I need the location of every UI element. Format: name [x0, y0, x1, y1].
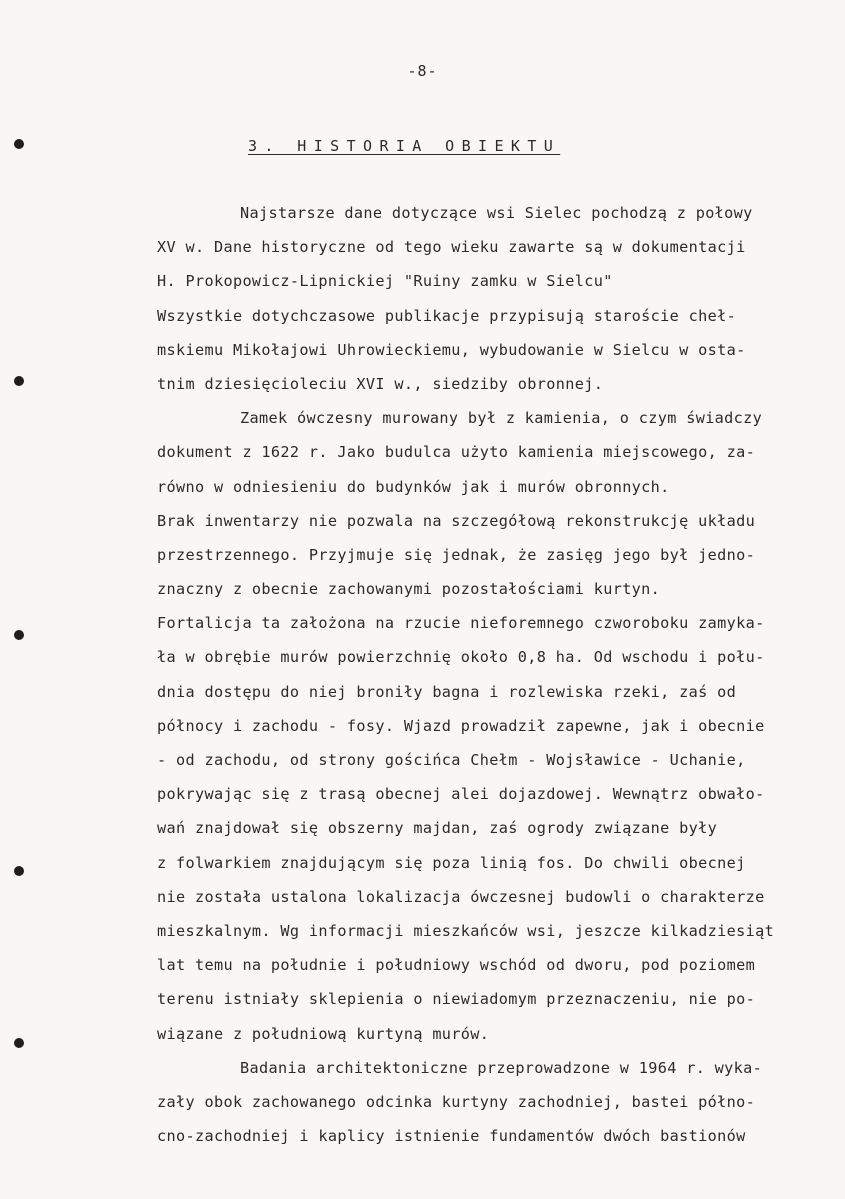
- text-line: Fortalicja ta założona na rzucie nieforemnego czworoboku zamyka-: [157, 614, 765, 633]
- text-line: dnia dostępu do niej broniły bagna i rozlewiska rzeki, zaś od: [157, 682, 737, 701]
- text-line: równo w odniesieniu do budynków jak i murów obronnych.: [157, 477, 670, 496]
- text-line: ła w obrębie murów powierzchnię około 0,8 ha. Od wschodu i połu-: [157, 648, 765, 667]
- text-line: mskiemu Mikołajowi Uhrowieckiemu, wybudowanie w Sielcu w osta-: [157, 340, 746, 359]
- text-line: tnim dziesięcioleciu XVI w., siedziby obronnej.: [157, 374, 604, 393]
- punch-hole-mark: [14, 630, 24, 640]
- text-line: pokrywając się z trasą obecnej alei dojazdowej. Wewnątrz obwało-: [157, 785, 765, 804]
- text-line: wań znajdował się obszerny majdan, zaś ogrody związane były: [157, 819, 718, 838]
- text-line: cno-zachodniej i kaplicy istnienie fundamentów dwóch bastionów: [157, 1127, 746, 1146]
- punch-hole-mark: [14, 1038, 24, 1048]
- text-line: dokument z 1622 r. Jako budulca użyto kamienia miejscowego, za-: [157, 443, 756, 462]
- text-line: H. Prokopowicz-Lipnickiej "Ruiny zamku w Sielcu": [157, 272, 613, 291]
- text-line: Badania architektoniczne przeprowadzone w 1964 r. wyka-: [240, 1058, 763, 1077]
- text-line: XV w. Dane historyczne od tego wieku zawarte są w dokumentacji: [157, 238, 746, 257]
- punch-hole-mark: [14, 139, 24, 149]
- punch-hole-mark: [14, 376, 24, 386]
- text-line: Wszystkie dotychczasowe publikacje przypisują staroście cheł-: [157, 306, 737, 325]
- text-line: nie została ustalona lokalizacja ówczesnej budowli o charakterze: [157, 887, 765, 906]
- punch-hole-mark: [14, 866, 24, 876]
- text-line: Zamek ówczesny murowany był z kamienia, o czym świadczy: [240, 409, 763, 428]
- text-line: Najstarsze dane dotyczące wsi Sielec pochodzą z połowy: [240, 204, 753, 222]
- text-line: zały obok zachowanego odcinka kurtyny zachodniej, bastei półno-: [157, 1092, 756, 1111]
- body-text: [157, 196, 845, 1153]
- text-line: Brak inwentarzy nie pozwala na szczegółową rekonstrukcję układu: [157, 511, 756, 530]
- text-line: - od zachodu, od strony gościńca Chełm - Wojsławice - Uchanie,: [157, 751, 746, 769]
- section-title: 3. HISTORIA OBIEKTU: [248, 137, 561, 155]
- text-line: lat temu na południe i południowy wschód od dworu, pod poziomem: [157, 956, 756, 975]
- text-line: wiązane z południową kurtyną murów.: [157, 1024, 490, 1043]
- text-line: przestrzennego. Przyjmuje się jednak, że zasięg jego był jedno-: [157, 545, 756, 564]
- text-line: mieszkalnym. Wg informacji mieszkańców wsi, jeszcze kilkadziesiąt: [157, 921, 775, 940]
- text-line: z folwarkiem znajdującym się poza linią fos. Do chwili obecnej: [157, 853, 746, 872]
- text-line: znaczny z obecnie zachowanymi pozostałościami kurtyn.: [157, 580, 661, 599]
- text-line: terenu istniały sklepienia o niewiadomym przeznaczeniu, nie po-: [157, 990, 756, 1009]
- text-line: północy i zachodu - fosy. Wjazd prowadził zapewne, jak i obecnie: [157, 716, 765, 735]
- page-number: -8-: [407, 62, 438, 80]
